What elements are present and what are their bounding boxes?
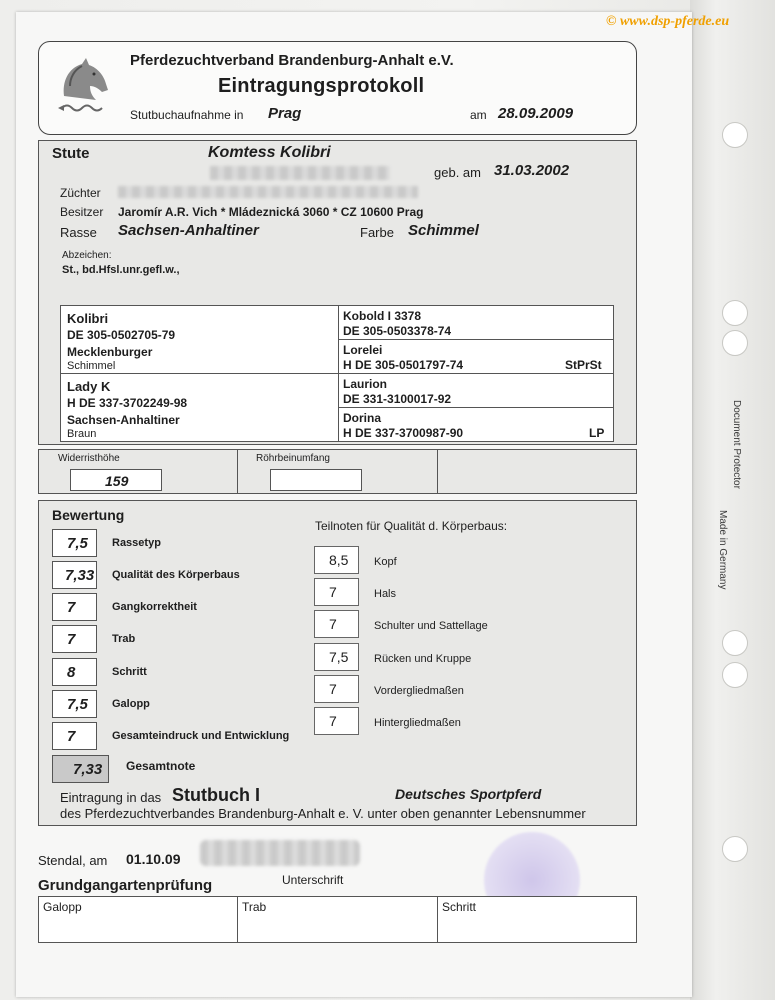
sub-score-label-hals: Hals: [374, 588, 397, 600]
dam-dam-name: Dorina: [343, 411, 382, 425]
gait-label-schritt: Schritt: [442, 900, 477, 914]
document-title: Eintragungsprotokoll: [218, 75, 425, 97]
sire-name: Kolibri: [67, 311, 109, 326]
gait-label-trab: Trab: [242, 900, 267, 914]
score-label-trab: Trab: [112, 633, 136, 645]
dam-color: Braun: [67, 428, 97, 440]
sub-score-label-vorder: Vordergliedmaßen: [374, 685, 464, 697]
score-rassetyp: 7,5: [52, 529, 97, 557]
score-gesamteindruck: 7: [52, 722, 97, 750]
pedigree-sire-sire: [338, 305, 614, 340]
pedigree-sire-dam: [338, 339, 614, 374]
sire-sire-id: DE 305-0503378-74: [343, 324, 452, 338]
date-label: am: [470, 108, 487, 122]
gait-cell-galopp: [38, 896, 238, 943]
punch-hole: [722, 836, 748, 862]
protocol-date: 28.09.2009: [498, 105, 574, 122]
breeder-label: Züchter: [60, 186, 101, 200]
punch-hole: [722, 630, 748, 656]
score-label-gesamteindruck: Gesamteindruck und Entwicklung: [112, 730, 290, 742]
sire-dam-name: Lorelei: [343, 343, 383, 357]
score-label-gangkorrektheit: Gangkorrektheit: [112, 601, 197, 613]
stutbuch-label: Stutbuchaufnahme in: [130, 108, 244, 122]
signature-place-label: Stendal, am: [38, 853, 108, 868]
sire-id: DE 305-0502705-79: [67, 328, 176, 342]
sire-color: Schimmel: [67, 360, 116, 372]
entry-suffix: des Pferdezuchtverbandes Brandenburg-Anhalt e. V. unter oben genannter Lebensnummer: [60, 806, 586, 821]
sub-score-label-hinter: Hintergliedmaßen: [374, 717, 461, 729]
score-label-schritt: Schritt: [112, 666, 147, 678]
markings-value: St., bd.Hfsl.unr.gefl.w.,: [62, 264, 180, 276]
color-label: Farbe: [360, 225, 394, 240]
punch-hole: [722, 300, 748, 326]
gaits-title: Grundgangartenprüfung: [38, 877, 213, 894]
breed-label: Rasse: [60, 225, 97, 240]
entry-book: Stutbuch I: [172, 785, 260, 805]
punch-hole: [722, 662, 748, 688]
sire-dam-id: H DE 305-0501797-74: [343, 358, 464, 372]
score-koerperbau: 7,33: [52, 561, 97, 589]
gait-cell-trab: [237, 896, 438, 943]
sub-score-label-schulter: Schulter und Sattellage: [374, 620, 488, 632]
entry-prefix: Eintragung in das: [60, 790, 162, 805]
sire-sire-name: Kobold I 3378: [343, 309, 422, 323]
signature-label: Unterschrift: [282, 873, 344, 887]
sire-breed: Mecklenburger: [67, 345, 153, 359]
redacted-signature: [200, 840, 360, 866]
dam-breed: Sachsen-Anhaltiner: [67, 413, 180, 427]
organization-name: Pferdezuchtverband Brandenburg-Anhalt e.V.: [130, 52, 454, 69]
dam-sire-id: DE 331-3100017-92: [343, 392, 452, 406]
sub-score-label-ruecken: Rücken und Kruppe: [374, 653, 472, 665]
height-label: Widerristhöhe: [58, 453, 120, 464]
pedigree-sire: [60, 305, 340, 374]
divider: [237, 449, 238, 494]
dam-name: Lady K: [67, 379, 111, 394]
entry-breed: Deutsches Sportpferd: [395, 786, 542, 802]
evaluation-title: Bewertung: [52, 507, 125, 523]
total-score-label: Gesamtnote: [126, 759, 196, 773]
sleeve-text-1: Document Protector: [731, 400, 742, 489]
pedigree-dam-dam: [338, 407, 614, 442]
owner-value: Jaromír A.R. Vich * Mládeznická 3060 * CZ 10600 Prag: [118, 205, 424, 219]
redacted-breeder: [118, 186, 418, 198]
score-schritt: 8: [52, 658, 97, 686]
sub-score-vorder: 7: [314, 675, 359, 703]
score-gangkorrektheit: 7: [52, 593, 97, 621]
sub-scores-title: Teilnoten für Qualität d. Körperbaus:: [315, 519, 508, 533]
copyright-notice: © www.dsp-pferde.eu: [606, 14, 730, 29]
score-galopp: 7,5: [52, 690, 97, 718]
signature-date: 01.10.09: [126, 851, 181, 867]
dam-sire-name: Laurion: [343, 377, 387, 391]
horse-head-logo-icon: [56, 56, 110, 118]
sub-score-ruecken: 7,5: [314, 643, 359, 671]
punch-hole: [722, 330, 748, 356]
score-label-koerperbau: Qualität des Körperbaus: [112, 569, 240, 581]
sub-score-hinter: 7: [314, 707, 359, 735]
divider: [437, 449, 438, 494]
sub-score-kopf: 8,5: [314, 546, 359, 574]
gait-label-galopp: Galopp: [43, 900, 82, 914]
sub-score-schulter: 7: [314, 610, 359, 638]
sleeve-imprint: [712, 400, 752, 600]
color-value: Schimmel: [408, 222, 479, 239]
dam-dam-tag: LP: [589, 426, 605, 440]
sub-score-hals: 7: [314, 578, 359, 606]
sire-dam-tag: StPrSt: [565, 358, 602, 372]
redacted-life-number: [210, 166, 390, 180]
birth-date: 31.03.2002: [494, 162, 570, 179]
sub-score-label-kopf: Kopf: [374, 556, 397, 568]
total-score: 7,33: [52, 755, 109, 783]
stutbuch-place: Prag: [268, 105, 302, 122]
dam-dam-id: H DE 337-3700987-90: [343, 426, 464, 440]
cannon-field: [270, 469, 362, 491]
pedigree-dam: [60, 373, 340, 442]
cannon-label: Röhrbeinumfang: [256, 453, 330, 464]
gait-cell-schritt: [437, 896, 637, 943]
mare-label: Stute: [52, 145, 90, 162]
punch-hole: [722, 122, 748, 148]
score-label-rassetyp: Rassetyp: [112, 537, 161, 549]
height-field: 159: [70, 469, 162, 491]
breed-value: Sachsen-Anhaltiner: [118, 222, 259, 239]
born-label: geb. am: [434, 165, 481, 180]
pedigree-dam-sire: [338, 373, 614, 408]
markings-label: Abzeichen:: [62, 250, 112, 261]
dam-id: H DE 337-3702249-98: [67, 396, 188, 410]
owner-label: Besitzer: [60, 205, 104, 219]
sleeve-text-2: Made in Germany: [717, 510, 728, 590]
score-trab: 7: [52, 625, 97, 653]
score-label-galopp: Galopp: [112, 698, 150, 710]
horse-name: Komtess Kolibri: [208, 144, 331, 161]
